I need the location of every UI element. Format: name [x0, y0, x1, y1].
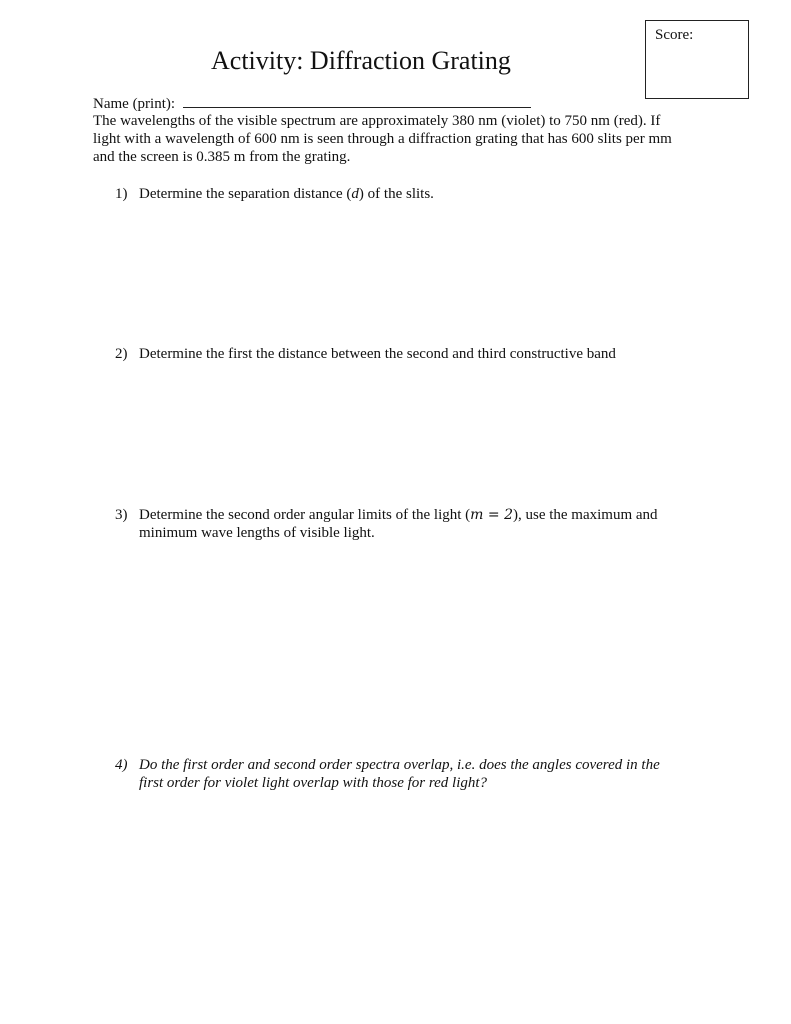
score-box — [645, 20, 749, 99]
question-number: 4) — [115, 757, 128, 773]
question-text-continued: minimum wave lengths of visible light. — [139, 525, 375, 541]
intro-line: The wavelengths of the visible spectrum are approximately 380 nm (violet) to 750 nm (red). If — [93, 113, 661, 129]
question-4 — [115, 756, 660, 792]
name-field — [93, 95, 531, 113]
question-text: ), use the maximum and — [512, 507, 658, 523]
math-m-equals-2: m = 2 — [470, 507, 513, 523]
question-text: Determine the second order angular limits of the light ( — [139, 507, 471, 523]
variable-d: d — [351, 186, 359, 202]
name-blank-line[interactable] — [183, 95, 531, 108]
question-number: 2) — [115, 346, 128, 362]
intro-line: light with a wavelength of 600 nm is seen through a diffraction grating that has 600 slits per mm — [93, 131, 672, 147]
question-number: 3) — [115, 507, 128, 523]
intro-line: and the screen is 0.385 m from the grating. — [93, 149, 351, 165]
name-label: Name (print): — [93, 96, 176, 112]
question-text: Determine the first the distance between the second and third constructive band — [139, 346, 616, 362]
score-label: Score: — [655, 27, 694, 43]
question-2 — [115, 345, 616, 363]
question-text-continued: first order for violet light overlap with those for red light? — [139, 775, 488, 791]
question-text: Determine the separation distance ( — [139, 186, 352, 202]
question-text: ) of the slits. — [358, 186, 434, 202]
question-text: Do the first order and second order spectra overlap, i.e. does the angles covered in the — [139, 757, 660, 773]
intro-paragraph — [93, 112, 703, 166]
question-3 — [115, 506, 658, 542]
question-number: 1) — [115, 186, 128, 202]
page-title: Activity: Diffraction Grating — [211, 46, 511, 75]
question-1 — [115, 185, 434, 203]
